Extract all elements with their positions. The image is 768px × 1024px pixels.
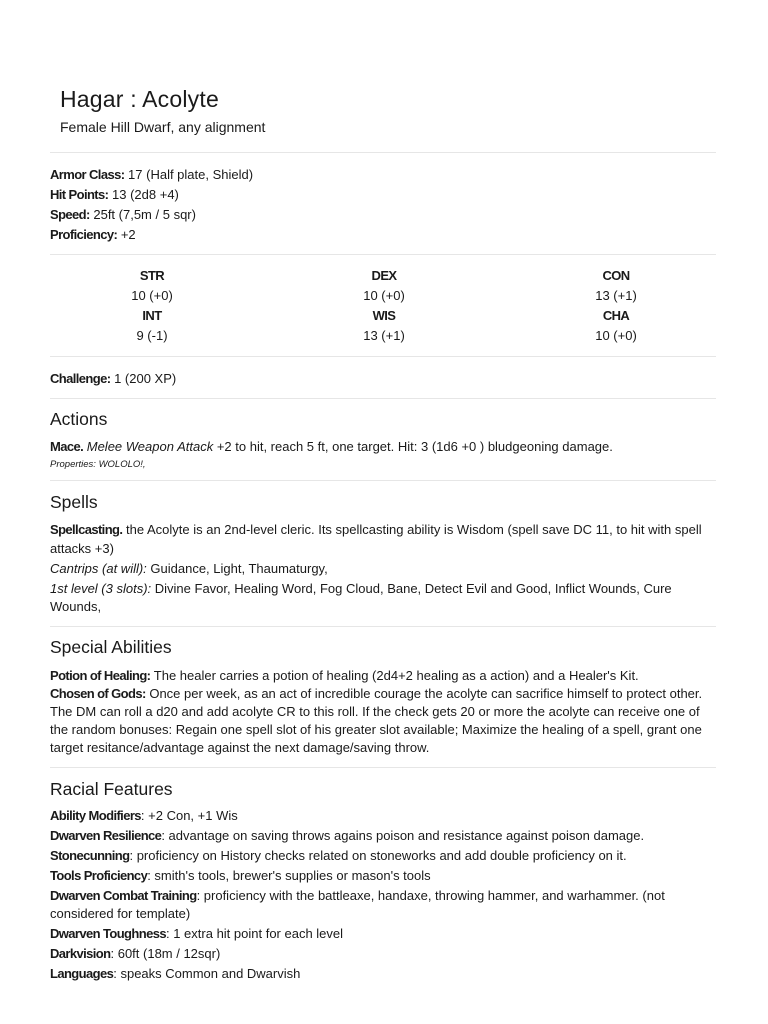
divider bbox=[50, 626, 716, 627]
racial-item bbox=[50, 925, 716, 943]
racial-item-text: : advantage on saving throws agains poison and resistance against poison damage. bbox=[161, 828, 645, 843]
level1-spells-cont: Wounds, bbox=[50, 599, 102, 614]
racial-item bbox=[50, 807, 716, 825]
ability-name: CHA bbox=[602, 308, 630, 323]
ability-name: WIS bbox=[372, 308, 396, 323]
armor-class-row bbox=[50, 166, 716, 184]
speed-label: Speed: bbox=[50, 207, 90, 222]
section-heading-racial-features: Racial Features bbox=[50, 779, 173, 799]
section-heading-spells: Spells bbox=[50, 492, 98, 512]
chosen-text-cont: The DM can roll a d20 and add acolyte CR to this roll. If the check gets 20 or more the acolyte can receive one of bbox=[50, 704, 700, 719]
racial-item-text: : proficiency with the battleaxe, handaxe, throwing hammer, and warhammer. (not bbox=[196, 888, 665, 903]
ability-name: DEX bbox=[371, 268, 397, 283]
chosen-text: Once per week, as an act of incredible courage the acolyte can sacrifice himself to protect other. bbox=[145, 686, 703, 701]
racial-item bbox=[50, 847, 716, 865]
hit-points-value: 13 (2d8 +4) bbox=[108, 187, 179, 202]
speed-value: 25ft (7,5m / 5 sqr) bbox=[89, 207, 196, 222]
ability-value: 13 (+1) bbox=[595, 288, 637, 303]
racial-item-text: : smith's tools, brewer's supplies or mason's tools bbox=[147, 868, 431, 883]
ability-dex bbox=[284, 266, 484, 306]
page-title: Hagar : Acolyte bbox=[60, 86, 219, 112]
racial-item bbox=[50, 965, 716, 983]
cantrips-row bbox=[50, 560, 716, 578]
racial-item-label: Darkvision bbox=[50, 946, 111, 961]
racial-item-label: Stonecunning bbox=[50, 848, 130, 863]
racial-item-text: : 1 extra hit point for each level bbox=[165, 926, 344, 941]
chosen-label: Chosen of Gods: bbox=[50, 686, 146, 701]
section-heading-special-abilities: Special Abilities bbox=[50, 637, 172, 657]
cantrips-list: Guidance, Light, Thaumaturgy, bbox=[146, 561, 328, 576]
racial-item-label: Dwarven Resilience bbox=[50, 828, 162, 843]
divider bbox=[50, 254, 716, 255]
ability-value: 10 (+0) bbox=[595, 328, 637, 343]
ability-value: 10 (+0) bbox=[131, 288, 173, 303]
ability-name: INT bbox=[142, 308, 162, 323]
divider bbox=[50, 767, 716, 768]
action-name: Mace. bbox=[50, 439, 84, 454]
ability-value: 13 (+1) bbox=[363, 328, 405, 343]
chosen-row bbox=[50, 685, 716, 703]
action-properties: Properties: WOLOLO!, bbox=[50, 459, 146, 470]
ability-cha bbox=[516, 306, 716, 346]
hit-points-row bbox=[50, 186, 716, 204]
armor-class-label: Armor Class: bbox=[50, 167, 125, 182]
challenge-row bbox=[50, 370, 716, 388]
potion-row bbox=[50, 667, 716, 685]
ability-value: 9 (-1) bbox=[136, 328, 168, 343]
racial-item bbox=[50, 887, 716, 905]
level1-label: 1st level (3 slots): bbox=[50, 581, 152, 596]
racial-item bbox=[50, 827, 716, 845]
level1-spells-row bbox=[50, 580, 716, 598]
section-heading-actions: Actions bbox=[50, 409, 108, 429]
action-text: +2 to hit, reach 5 ft, one target. Hit: 3 (1d6 +0 ) bludgeoning damage. bbox=[213, 439, 613, 454]
armor-class-value: 17 (Half plate, Shield) bbox=[124, 167, 254, 182]
chosen-text-cont: target resitance/advantage against the next damage/saving throw. bbox=[50, 740, 430, 755]
ability-value: 10 (+0) bbox=[363, 288, 405, 303]
spellcasting-text-cont: attacks +3) bbox=[50, 541, 114, 556]
divider bbox=[50, 480, 716, 481]
spellcasting-label: Spellcasting. bbox=[50, 522, 123, 537]
cantrips-label: Cantrips (at will): bbox=[50, 561, 147, 576]
level1-list: Divine Favor, Healing Word, Fog Cloud, Bane, Detect Evil and Good, Inflict Wounds, Cure bbox=[151, 581, 672, 596]
racial-item-label: Dwarven Toughness bbox=[50, 926, 166, 941]
action-type: Melee Weapon Attack bbox=[83, 439, 214, 454]
page-subtitle: Female Hill Dwarf, any alignment bbox=[60, 119, 266, 135]
potion-label: Potion of Healing: bbox=[50, 668, 151, 683]
potion-text: The healer carries a potion of healing (2d4+2 healing as a action) and a Healer's Kit. bbox=[150, 668, 639, 683]
racial-item-label: Dwarven Combat Training bbox=[50, 888, 197, 903]
ability-name: CON bbox=[602, 268, 630, 283]
ability-name: STR bbox=[139, 268, 165, 283]
racial-item-cont: considered for template) bbox=[50, 906, 191, 921]
divider bbox=[50, 398, 716, 399]
racial-item-text: : speaks Common and Dwarvish bbox=[113, 966, 301, 981]
proficiency-row bbox=[50, 226, 716, 244]
racial-item bbox=[50, 945, 716, 963]
racial-item-label: Ability Modifiers bbox=[50, 808, 141, 823]
racial-item bbox=[50, 867, 716, 885]
spellcasting-text: the Acolyte is an 2nd-level cleric. Its spellcasting ability is Wisdom (spell save DC 11, to hit with spell bbox=[122, 522, 702, 537]
ability-str bbox=[52, 266, 252, 306]
divider bbox=[50, 356, 716, 357]
proficiency-label: Proficiency: bbox=[50, 227, 118, 242]
action-mace bbox=[50, 438, 716, 456]
spellcasting-row bbox=[50, 521, 716, 539]
racial-item-text: : proficiency on History checks related on stoneworks and add double proficiency on it. bbox=[129, 848, 627, 863]
chosen-text-cont: the random bonuses: Regain one spell slot of his greater slot available; Maximize the healing of a spell, grant one bbox=[50, 722, 702, 737]
hit-points-label: Hit Points: bbox=[50, 187, 109, 202]
divider bbox=[50, 152, 716, 153]
proficiency-value: +2 bbox=[117, 227, 136, 242]
racial-item-label: Tools Proficiency bbox=[50, 868, 148, 883]
challenge-value: 1 (200 XP) bbox=[110, 371, 177, 386]
ability-wis bbox=[284, 306, 484, 346]
ability-con bbox=[516, 266, 716, 306]
racial-item-text: : +2 Con, +1 Wis bbox=[140, 808, 238, 823]
challenge-label: Challenge: bbox=[50, 371, 111, 386]
racial-item-text: : 60ft (18m / 12sqr) bbox=[110, 946, 221, 961]
ability-int bbox=[52, 306, 252, 346]
speed-row bbox=[50, 206, 716, 224]
racial-item-label: Languages bbox=[50, 966, 114, 981]
